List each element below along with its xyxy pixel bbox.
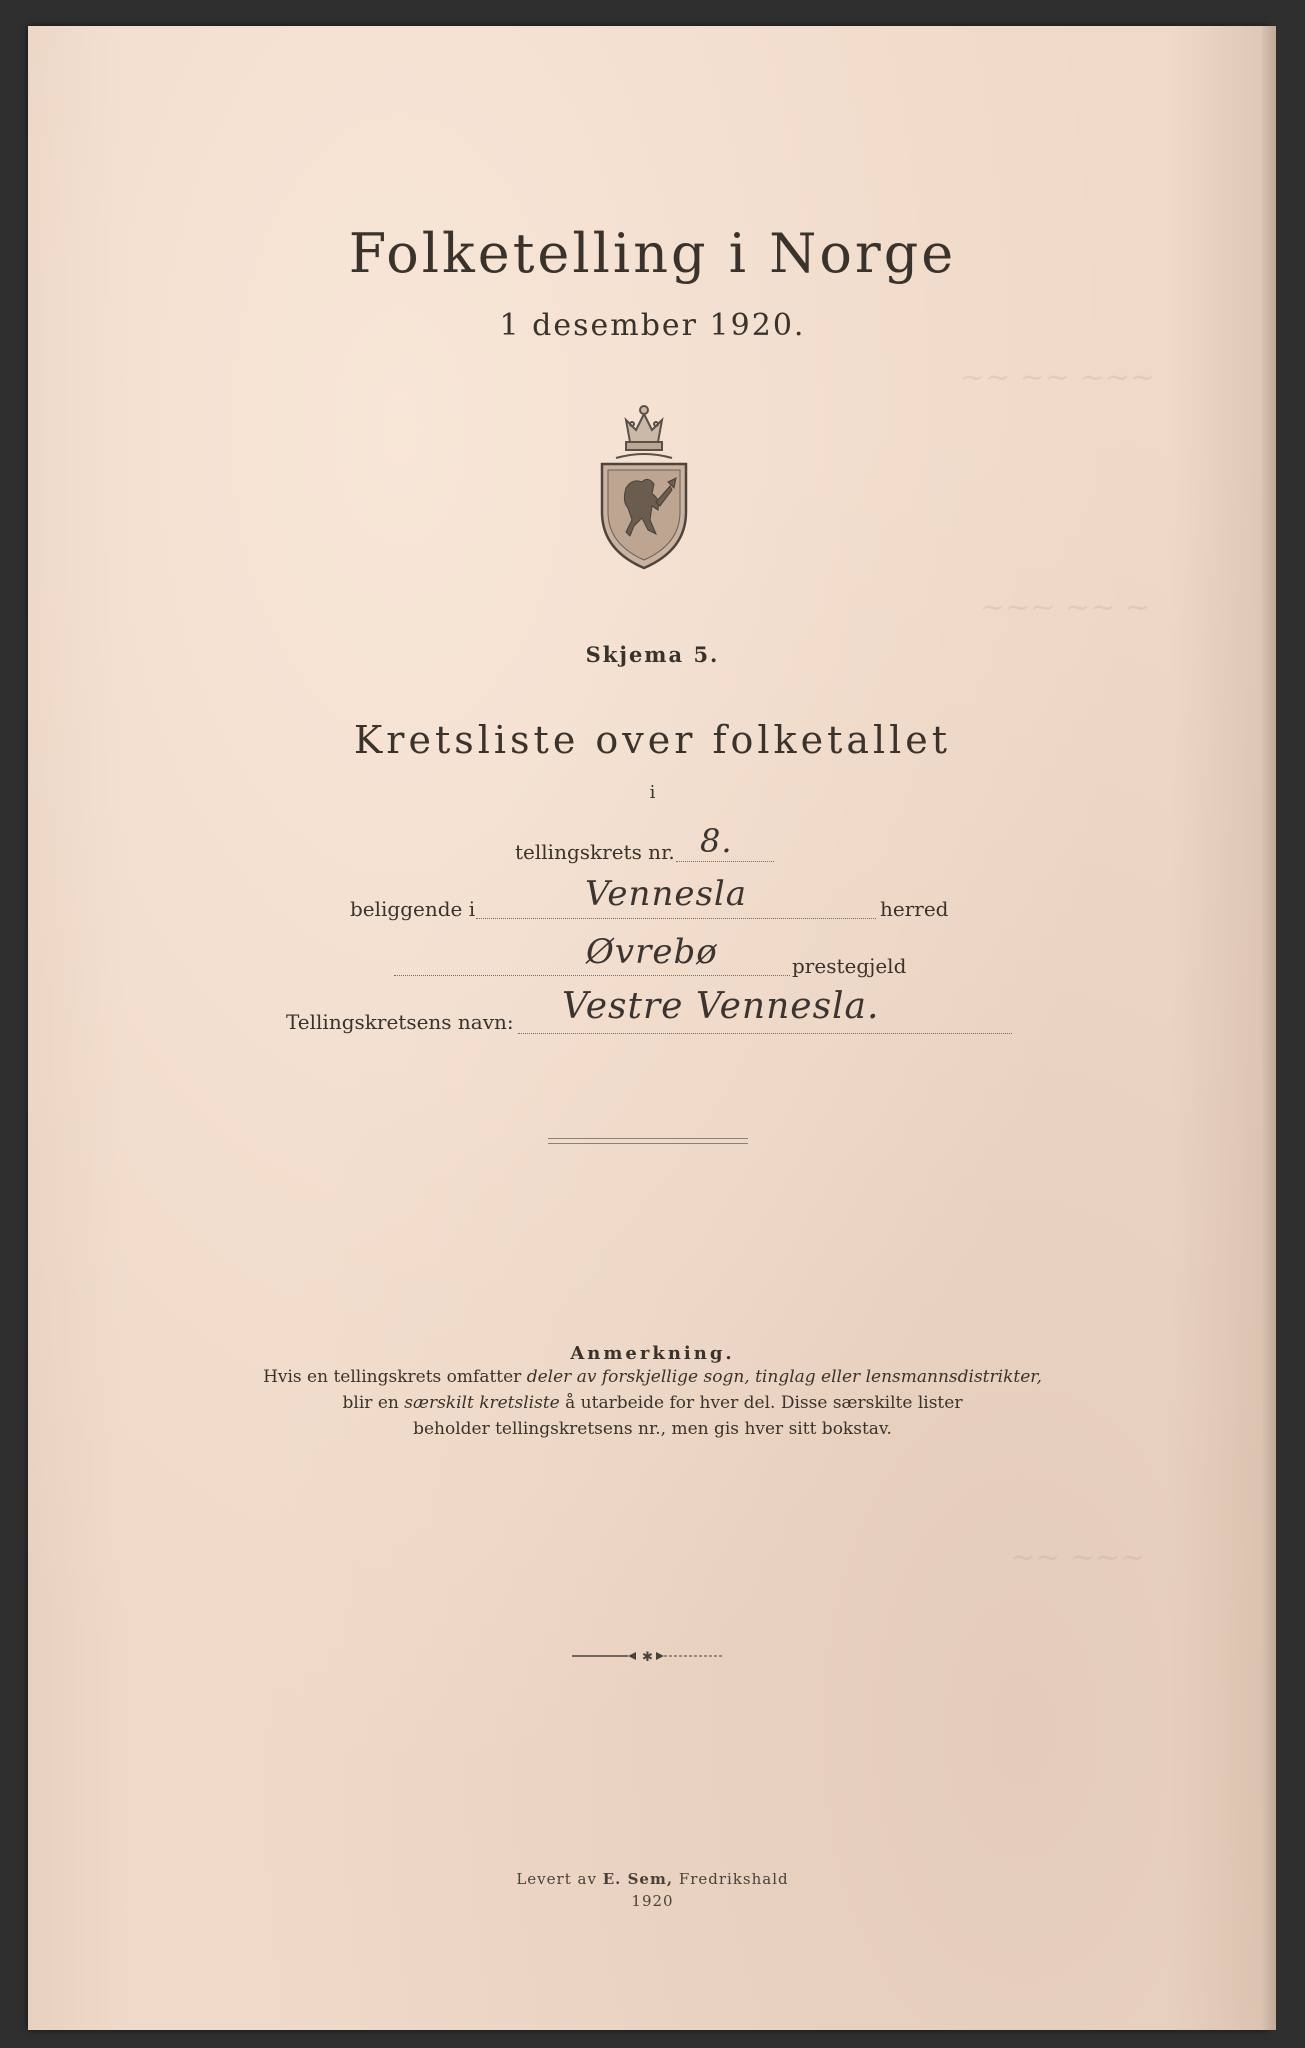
district-name-value: Vestre Vennesla.: [562, 986, 880, 1027]
coat-of-arms-icon: [596, 402, 692, 572]
district-name-label: Tellingskretsens navn:: [286, 1010, 514, 1034]
schema-number: Skjema 5.: [585, 642, 720, 667]
located-in-line: [476, 918, 876, 919]
parish-line: [394, 975, 790, 976]
form-subtitle: Kretsliste over folketallet: [353, 718, 952, 762]
section-divider: [548, 1138, 748, 1144]
note-heading: Anmerkning.: [570, 1343, 735, 1364]
district-number-label: tellingskrets nr.: [515, 840, 675, 864]
show-through-text: ~~ ~~ ~~~: [960, 360, 1156, 395]
preposition-text: i: [649, 782, 656, 803]
printer-place: Fredrikshald: [673, 1870, 789, 1888]
district-name-line: [518, 1033, 1012, 1034]
note-line-2-emphasis: særskilt kretsliste: [404, 1393, 560, 1413]
note-line-2-text-b: å utarbeide for hver del. Disse særskilte lister: [559, 1393, 963, 1413]
show-through-text: ~~~ ~~ ~: [980, 590, 1150, 625]
note-line-1-text: Hvis en tellingskrets omfatter: [263, 1367, 527, 1387]
herred-label: herred: [880, 897, 949, 921]
ornament-divider-icon: [572, 1650, 724, 1662]
note-line-3: beholder tellingskretsens nr., men gis hver sitt bokstav.: [413, 1419, 892, 1439]
page-title: Folketelling i Norge: [348, 222, 957, 285]
printer-name: E. Sem,: [602, 1870, 674, 1888]
note-line-1: [0, 1367, 1305, 1387]
printer-year: 1920: [631, 1892, 674, 1910]
show-through-text: ~~ ~~~: [1010, 1540, 1146, 1575]
note-line-1-emphasis: deler av forskjellige sogn, tinglag eller lensmannsdistrikter,: [526, 1367, 1042, 1387]
district-number-line: [676, 861, 774, 862]
located-in-label: beliggende i: [350, 897, 476, 921]
note-line-2-text-a: blir en: [342, 1393, 405, 1413]
parish-label: prestegjeld: [792, 954, 907, 978]
printer-prefix: Levert av: [516, 1870, 603, 1888]
census-date: 1 desember 1920.: [499, 308, 806, 343]
district-number-value: 8.: [700, 822, 733, 860]
printer-credit: [0, 1870, 1305, 1888]
note-line-2: [0, 1393, 1305, 1413]
located-in-value: Vennesla: [585, 874, 748, 914]
svg-text:✱: ✱: [642, 1650, 653, 1662]
parish-value: Øvrebø: [586, 932, 718, 972]
